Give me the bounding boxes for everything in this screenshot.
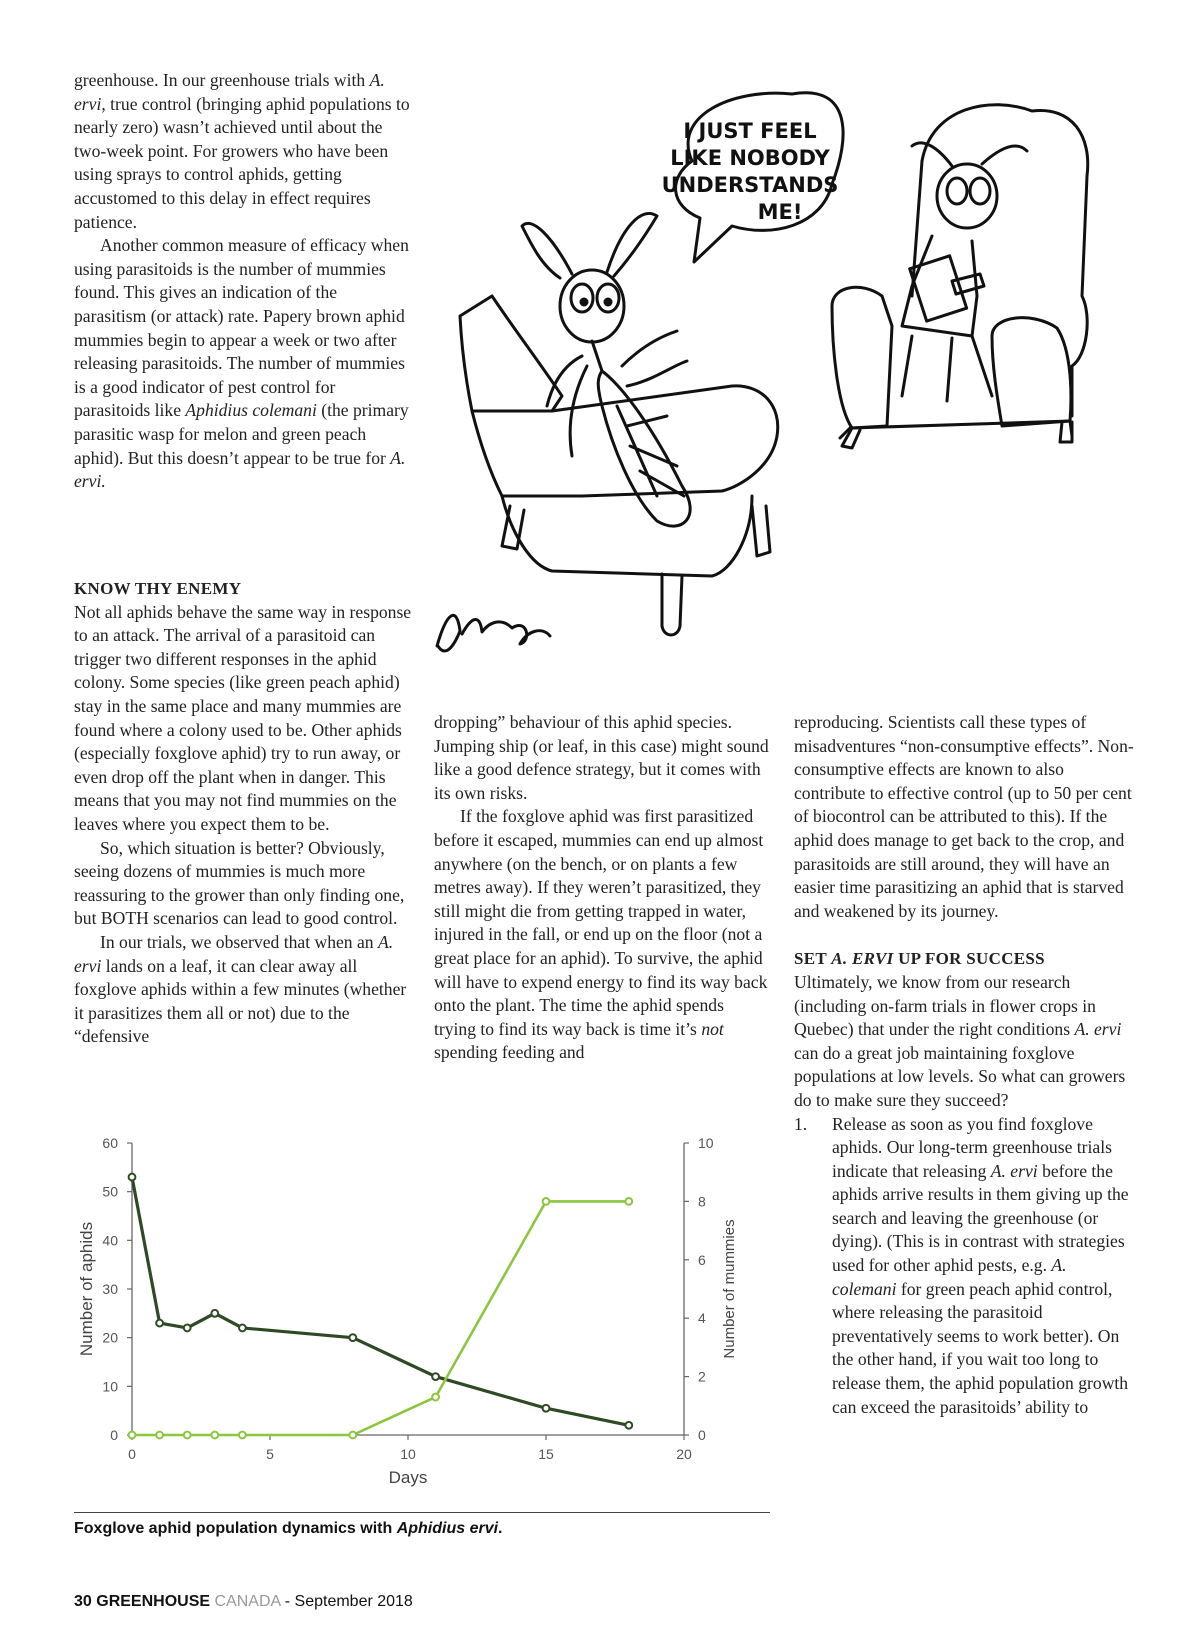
speech-line-4: ME! [757,200,803,224]
tips-list [794,1113,1134,1420]
y-tick-label: 60 [102,1135,118,1151]
article-column-1-top [74,69,412,494]
artist-signature [437,615,550,651]
page-number: 30 [74,1593,92,1610]
article-column-3 [794,711,1134,1419]
paragraph [74,601,412,837]
italic-text: A. ervi [74,931,394,976]
y2-tick-label: 0 [698,1427,706,1443]
page-footer [74,1593,413,1611]
data-point-aphids [184,1325,191,1332]
y-tick-label: 20 [102,1329,118,1346]
x-tick-label: 20 [676,1446,692,1462]
speech-line-3: UNDERSTANDS [661,173,839,197]
aphid-population-chart [72,1125,772,1510]
data-point-mummies [349,1432,356,1439]
text-run: Ultimately, we know from our research (including on-farm trials in flower crops in Quebec) that under the right conditions [794,971,1096,1040]
italic-text: Aphidius colemani [185,400,317,421]
text-run: SET [794,949,832,969]
y2-tick-label: 4 [698,1310,706,1327]
data-point-aphids [625,1422,632,1429]
text-run: KNOW THY ENEMY [74,579,242,598]
y2-tick-label: 8 [698,1193,706,1210]
y2-axis-label: Number of mummies [721,1219,738,1359]
caption-species: Aphidius ervi [396,1520,499,1537]
y2-tick-label: 6 [698,1251,706,1268]
text-run: (the primary parasitic wasp for melon and green peach aphid). But this doesn’t appear to be true for [74,400,409,468]
section-heading [794,947,1134,971]
paragraph [74,931,412,1049]
couch-drawing [460,296,778,635]
section-heading [74,577,412,601]
x-axis-label: Days [388,1468,428,1487]
chart-axes [127,1143,689,1440]
paragraph [434,805,770,1065]
text-run: dropping” behaviour of this aphid species. Jumping ship (or leaf, in this case) might sound like a good defence strategy, but it comes with its own risks. [434,712,769,803]
text-run: In our trials, we observed that when an [100,931,378,952]
italic-text: A. ervi [1074,1019,1122,1040]
text-run: reproducing. Scientists call these types of misadventures “non-consumptive effects”. Non-consumptive effects are known to also contribute to effective control (up to 50 per cent of biocontrol can be attributed to this). If the aphid does manage to get back to the crop, and parasitoids are still around, they will have an easier time parasitizing an aphid that is starved and weakened by its journey. [794,712,1134,921]
y-tick-label: 40 [102,1232,118,1249]
data-point-mummies [543,1198,550,1205]
aphid-patient-drawing [522,213,690,526]
paragraph [74,837,412,931]
figure-caption [74,1520,503,1538]
text-run: can do a great job maintaining foxglove populations at low levels. So what can growers do to make sure they succeed? [794,1042,1126,1110]
caption-rule [74,1512,770,1513]
data-point-aphids [432,1373,439,1380]
text-run: lands on a leaf, it can clear away all foxglove aphids within a few minutes (whether it parasitizes them all or not) due to the “defensive [74,955,407,1047]
armchair-drawing [832,105,1088,448]
text-run: spending feeding and [434,1042,585,1063]
speech-line-1: I JUST FEEL [683,119,817,143]
caption-period: . [498,1520,503,1537]
paragraph [794,711,1134,923]
text-run: UP FOR SUCCESS [893,949,1045,969]
data-point-aphids [239,1325,246,1332]
data-point-mummies [625,1198,632,1205]
issue-date: - September 2018 [284,1593,413,1610]
data-point-mummies [211,1432,218,1439]
italic-text: A. ervi. [74,447,406,492]
italic-text: A. ERVI [831,949,894,969]
therapy-cartoon-illustration [432,66,1132,686]
paragraph [74,69,412,234]
data-point-aphids [156,1320,163,1327]
italic-text: A. ervi [74,70,385,114]
text-run: Not all aphids behave the same way in response to an attack. The arrival of a parasitoid can trigger two different responses in the aphid colony. Some species (like green peach aphid) stay in the same place and many mummies are found where a colony used to be. Other aphids (especially foxglove aphid) try to run away, or even drop off the plant when in danger. This means that you may not find mummies on the leaves where you expect them to be. [74,601,412,834]
data-point-mummies [156,1432,163,1439]
y-tick-label: 30 [102,1281,118,1297]
chart-series [129,1174,633,1439]
text-run: , true control (bringing aphid populations to nearly zero) wasn’t achieved until about the two-week point. For growers who have been using sprays to control aphids, getting accustomed to this delay in effect requires patience. [74,93,410,232]
paragraph [74,234,412,494]
publication-name: GREENHOUSE [96,1593,211,1610]
text-run: If the foxglove aphid was first parasitized before it escaped, mummies can end up almost anywhere (on the bench, or on plants a few metres away). If they weren’t parasitized, they still might die from getting trapped in water, injured in the fall, or end up on the floor (not a great place for an aphid). To survive, the aphid will have to expend energy to find its way back onto the plant. The time the aphid spends trying to find its way back is time it’s [434,806,768,1039]
data-point-aphids [211,1310,218,1317]
speech-line-2: LIKE NOBODY [670,146,830,170]
x-tick-label: 0 [128,1446,136,1462]
list-number: 1. [794,1113,808,1134]
publication-country: CANADA [214,1593,281,1610]
italic-text: A. colemani [832,1255,1067,1299]
text-run: before the aphids arrive results in them giving up the search and leaving the greenhouse (or dying). (This is in contrast with strategies used for other aphid pests, e.g. [832,1160,1129,1276]
y-tick-label: 50 [102,1183,118,1200]
caption-text: Foxglove aphid population dynamics with [74,1520,397,1537]
y-tick-label: 0 [110,1427,118,1443]
data-point-aphids [129,1174,136,1181]
paragraph [794,971,1134,1113]
y-tick-label: 10 [102,1378,118,1395]
text-run: for green peach aphid control, where releasing the parasitoid preventatively seems to work better). On the other hand, if you wait too long to release them, the aphid population growth can exceed the parasitoids’ ability to [832,1278,1129,1417]
data-point-mummies [432,1394,439,1401]
list-item [794,1113,1134,1420]
y-axis-label: Number of aphids [77,1221,96,1357]
text-run: So, which situation is better? Obviously, seeing dozens of mummies is much more reassuring to the grower than only finding one, but BOTH scenarios can lead to good control. [74,837,405,929]
data-point-mummies [184,1432,191,1439]
data-point-aphids [543,1405,550,1412]
italic-text: not [701,1018,724,1039]
paragraph [434,711,770,805]
x-tick-label: 5 [266,1446,274,1462]
y2-tick-label: 2 [698,1368,706,1385]
data-point-mummies [129,1432,136,1439]
text-run: greenhouse. In our greenhouse trials with [74,70,370,90]
text-run: Release as soon as you find foxglove aphids. Our long-term greenhouse trials indicate that releasing [832,1113,1112,1181]
text-run: Another common measure of efficacy when using parasitoids is the number of mummies found. This gives an indication of the parasitism (or attack) rate. Papery brown aphid mummies begin to appear a week or two after releasing parasitoids. The number of mummies is a good indicator of pest control for parasitoids like [74,235,409,421]
article-column-1-bottom [74,577,412,1049]
column-3-paragraphs [794,711,1134,1113]
article-column-2 [434,711,770,1065]
data-point-aphids [349,1334,356,1341]
italic-text: A. ervi [990,1160,1038,1181]
data-point-mummies [239,1432,246,1439]
series-line-aphids [132,1177,629,1425]
y2-tick-label: 10 [698,1135,714,1151]
x-tick-label: 15 [538,1446,554,1462]
x-tick-label: 10 [400,1446,416,1462]
